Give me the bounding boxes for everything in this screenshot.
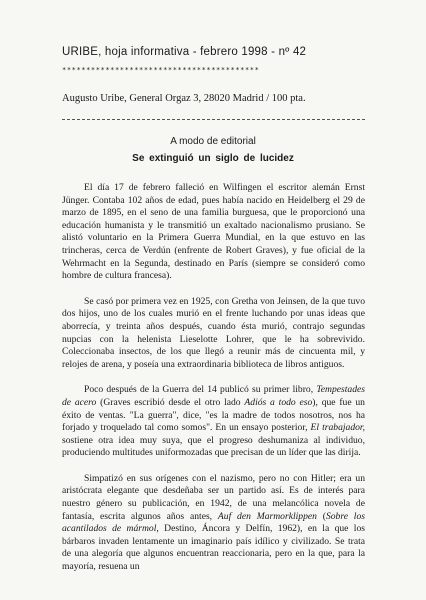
section-heading: A modo de editorial bbox=[170, 136, 256, 147]
text-run: ), que fue un éxito de ventas. "La guerra", dice, "es la madre de todos nosotros, nos ha forjado y troquelado tal como somos". En un ensayo posterior, bbox=[62, 396, 365, 434]
paragraph-2: Se casó por primera vez en 1925, con Gretha von Jeinsen, de la que tuvo dos hijos, uno de los cuales murió en el frente luchando por unas ideas que aborrecía, y treinta años después, cuando ésta murió, contrajo segundas nupcias con la helenista Lieselotte Lohrer, que le ha sobrevivido. Coleccionaba insectos, de los que llegó a reunir más de cincuenta mil, y relojes de arena, y poseía una extraordinaria biblioteca de libros antiguos. bbox=[62, 295, 365, 370]
paragraph-1: El día 17 de febrero falleció en Wilfingen el escritor alemán Ernst Jünger. Contaba 102 años de edad, pues había nacido en Heidelberg el 29 de marzo de 1895, en el seno de una familia burguesa, que le proporcionó una educación humanista y le transmitió un exaltado nacionalismo prusiano. Se alistó voluntario en la Primera Guerra Mundial, en la que estuvo en las trincheras, cerca de Verdún (enfrente de Robert Graves), y fue oficial de la Wehrmacht en la Segunda, destinado en París (siempre se consideró como hombre de cultura francesa). bbox=[62, 182, 365, 282]
article-title: Se extinguió un siglo de lucidez bbox=[132, 153, 294, 164]
masthead: URIBE, hoja informativa - febrero 1998 - nº 42 bbox=[62, 46, 307, 58]
article-body bbox=[62, 182, 365, 574]
text-run: ( bbox=[316, 510, 326, 522]
text-run: Poco después de la Guerra del 14 publicó su primer libro, bbox=[84, 384, 317, 396]
book-title: Tempestades de acero bbox=[62, 384, 365, 408]
text-run: Simpatizó en sus orígenes con el nazismo, pero no con Hitler; era un aristócrata elegante que desdeñaba ser un partido así. Es de interés para nuestro género su publicación, en 1942, de una melancólica novela de fantasía, escrita algunos años antes, bbox=[62, 472, 365, 522]
star-divider: ***************************************** bbox=[62, 66, 260, 74]
text-run: , Destino, Áncora y Delfín, 1962), en la que los bárbaros invaden lentamente un imaginario país idílico y civilizado. Se trata de una alegoría que algunos encuentran reaccionaria, pero en la que, para la mayoría, resuena un bbox=[62, 523, 365, 573]
text-run: (Graves escribió desde el otro lado bbox=[96, 396, 245, 408]
book-title: Sobre los acantilados de mármol bbox=[62, 510, 365, 535]
book-title: Adiós a todo eso bbox=[244, 396, 313, 408]
book-title: Auf den Marmorklippen bbox=[217, 510, 317, 522]
book-title: El trabajador, bbox=[310, 422, 365, 434]
paragraph-3 bbox=[62, 384, 365, 460]
text-run: sostiene otra idea muy suya, que el progreso deshumaniza al individuo, produciendo multitudes uniformozadas que precisan de un líder que las dirija. bbox=[62, 434, 365, 459]
paragraph-4 bbox=[62, 473, 365, 574]
address-line: Augusto Uribe, General Orgaz 3, 28020 Madrid / 100 pta. bbox=[62, 93, 306, 104]
dashed-rule bbox=[62, 119, 365, 120]
